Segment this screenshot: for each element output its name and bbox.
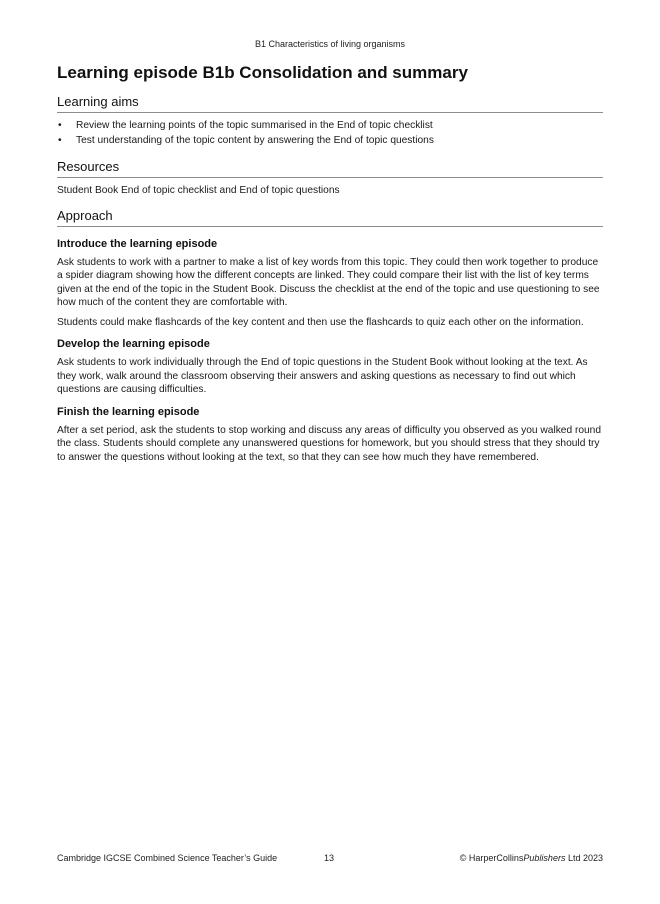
develop-heading: Develop the learning episode [57, 338, 210, 350]
footer-copyright [460, 853, 603, 863]
approach-section [57, 208, 603, 465]
introduce-paragraph: Students could make flashcards of the key content and then use the flashcards to quiz each other on the information. [57, 316, 584, 328]
running-head: B1 Characteristics of living organisms [254, 39, 406, 49]
footer-book-title: Cambridge IGCSE Combined Science Teacher’s Guide [57, 853, 278, 863]
learning-aims-section [57, 94, 603, 148]
develop-paragraph: Ask students to work individually through the End of topic questions in the Student Book without looking at the text. As they work, walk around the classroom observing their answers and asking questions as necessary to find out which questions are causing difficulties. [57, 357, 588, 395]
introduce-heading: Introduce the learning episode [57, 237, 218, 250]
resources-text: Student Book End of topic checklist and End of topic questions [57, 185, 340, 196]
develop-subsection [57, 337, 603, 397]
copyright-suffix: Ltd 2023 [565, 853, 603, 863]
page-number: 13 [324, 853, 335, 863]
finish-paragraph: After a set period, ask the students to stop working and discuss any areas of difficulty you observed as you walked round the class. Students should complete any unanswered questions for homework, but you should stress that they should try to answer the questions without looking at the text, so that they can see how much they have remembered. [57, 424, 602, 463]
copyright-prefix: © HarperCollins [459, 853, 524, 863]
learning-aim-item: • Test understanding of the topic content by answering the End of topic questions [57, 134, 603, 149]
finish-subsection [57, 405, 603, 465]
resources-heading: Resources [57, 159, 603, 178]
introduce-paragraph: Ask students to work with a partner to make a list of key words from this topic. They could then work together to produce a spider diagram showing how the different concepts are linked. They could compare their list with the list of key terms given at the end of the topic in the Student Book. Discuss the checklist at the end of the topic and use questioning to see how much of the content they are comfortable with. [57, 256, 600, 308]
approach-heading: Approach [57, 208, 603, 227]
learning-aims-list [57, 119, 603, 148]
resources-section [57, 159, 603, 198]
copyright-italic: Publishers [523, 853, 566, 863]
finish-heading: Finish the learning episode [57, 405, 200, 418]
introduce-subsection [57, 237, 603, 330]
learning-aims-heading: Learning aims [57, 94, 603, 113]
page-title: Learning episode B1b Consolidation and summary [57, 63, 468, 82]
page-content [57, 62, 603, 470]
learning-aim-item: • Review the learning points of the topic summarised in the End of topic checklist [57, 119, 603, 134]
